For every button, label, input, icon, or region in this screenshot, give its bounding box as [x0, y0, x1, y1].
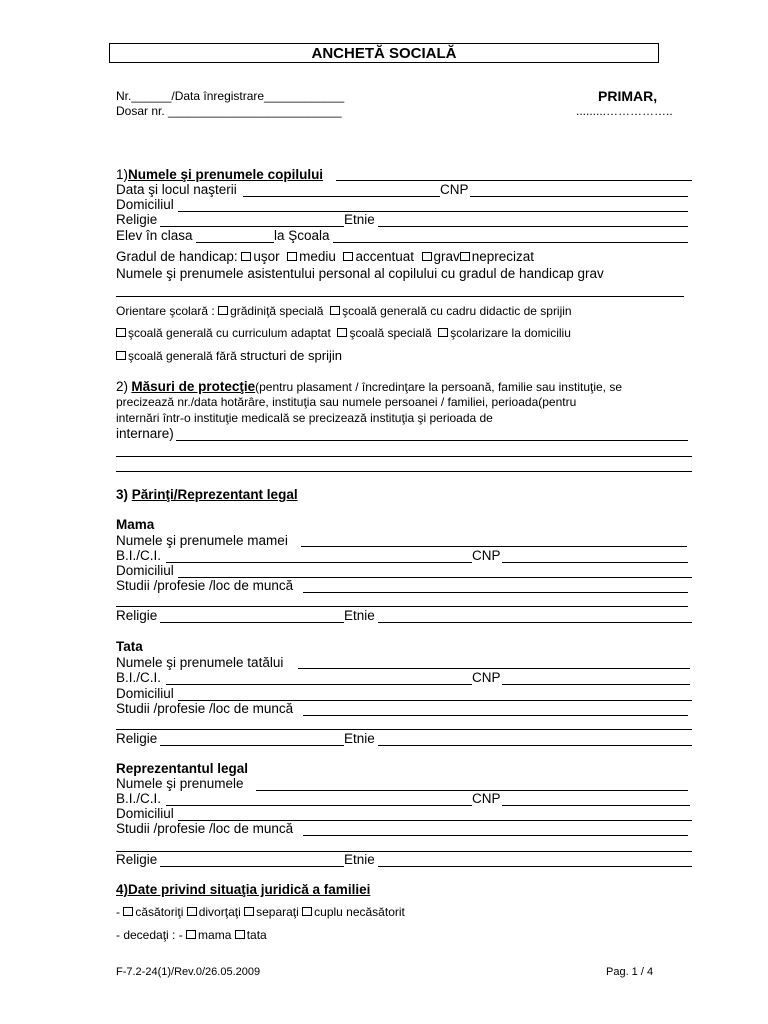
mother-cnp-label: CNP [472, 548, 501, 563]
mother-cnp-field[interactable] [502, 562, 688, 563]
father-studies-field[interactable] [303, 715, 688, 716]
father-ethnicity-field[interactable] [378, 745, 692, 746]
status-option-married[interactable]: căsătoriţi [123, 905, 183, 919]
father-studies-label: Studii /profesie /loc de muncă [116, 701, 294, 716]
legal-representative-ethnicity-label: Etnie [344, 852, 375, 867]
checkbox-icon [438, 328, 448, 337]
legal-representative-studies-field-2[interactable] [116, 851, 692, 852]
child-address-field[interactable] [178, 211, 688, 212]
checkbox-icon [123, 907, 133, 916]
child-name-field[interactable] [336, 180, 692, 181]
checkbox-icon [235, 930, 245, 939]
class-field[interactable] [196, 242, 274, 243]
school-orientation-row-3 [116, 349, 342, 363]
child-cnp-label: CNP [440, 182, 469, 197]
father-studies-field-2[interactable] [116, 729, 692, 730]
legal-representative-cnp-label: CNP [472, 791, 501, 806]
form-code: F-7.2-24(1)/Rev.0/26.05.2009 [116, 966, 261, 978]
section-3-heading [116, 487, 298, 502]
mother-heading: Mama [116, 517, 155, 532]
page-number: Pag. 1 / 4 [606, 966, 654, 978]
file-number-label: Dosar nr. __________________________ [116, 104, 342, 118]
checkbox-icon [422, 252, 432, 261]
mother-religion-label: Religie [116, 608, 158, 623]
registration-number-label: Nr.______/Data înregistrare____________ [116, 89, 345, 103]
checkbox-icon [218, 306, 228, 315]
legal-representative-name-label: Numele şi prenumele [116, 776, 244, 791]
father-heading: Tata [116, 639, 143, 654]
mother-ethnicity-field[interactable] [378, 622, 692, 623]
degree-option-mediu[interactable]: mediu [287, 249, 336, 264]
section-1-title: Numele şi prenumele copilului [128, 167, 324, 182]
degree-option-accentuat[interactable]: accentuat [343, 249, 414, 264]
mother-id-label: B.I./C.I. [116, 548, 162, 563]
checkbox-icon [241, 252, 251, 261]
section-2-line-3: internări într-o instituţie medicală se precizează instituţia şi perioada de [116, 411, 493, 425]
legal-representative-studies-label: Studii /profesie /loc de muncă [116, 821, 294, 836]
section-2-title: Măsuri de protecţie [131, 379, 256, 394]
deceased-option-mother[interactable]: mama [186, 928, 231, 942]
checkbox-icon [116, 328, 126, 337]
father-cnp-field[interactable] [502, 684, 690, 685]
legal-representative-cnp-field[interactable] [502, 805, 690, 806]
legal-representative-address-label: Domiciliul [116, 806, 174, 821]
section-3-number: 3) [116, 487, 129, 502]
deceased-option-father[interactable]: tata [235, 928, 267, 942]
child-address-label: Domiciliul [116, 197, 174, 212]
mother-studies-label: Studii /profesie /loc de muncă [116, 578, 294, 593]
section-2-line-4: internare) [116, 426, 174, 441]
section-1-number: 1) [116, 167, 129, 182]
checkbox-icon [460, 252, 470, 261]
legal-representative-id-label: B.I./C.I. [116, 791, 162, 806]
father-id-label: B.I./C.I. [116, 670, 162, 685]
mother-ethnicity-label: Etnie [344, 608, 375, 623]
father-ethnicity-label: Etnie [344, 731, 375, 746]
child-religion-label: Religie [116, 212, 158, 227]
child-cnp-field[interactable] [470, 196, 688, 197]
checkbox-icon [343, 252, 353, 261]
legal-representative-heading: Reprezentantul legal [116, 761, 249, 776]
father-address-label: Domiciliul [116, 686, 174, 701]
mayor-label: PRIMAR, [598, 88, 658, 104]
father-name-label: Numele şi prenumele tatălui [116, 655, 284, 670]
section-2-number: 2) [116, 379, 129, 394]
personal-assistant-field[interactable] [116, 296, 684, 297]
father-cnp-label: CNP [472, 670, 501, 685]
status-option-divorced[interactable]: divorţaţi [187, 905, 241, 919]
father-religion-field[interactable] [160, 745, 344, 746]
protection-measures-field-2[interactable] [116, 456, 692, 457]
school-orientation-row-2 [116, 326, 571, 340]
checkbox-icon [186, 930, 196, 939]
legal-representative-id-field[interactable] [166, 805, 472, 806]
section-4-heading: 4)Date privind situaţia juridică a familiei [116, 882, 371, 897]
mother-name-label: Numele şi prenumele mamei [116, 533, 288, 548]
checkbox-icon [302, 907, 312, 916]
mother-studies-field-2[interactable] [116, 606, 688, 607]
child-ethnicity-label: Etnie [344, 212, 375, 227]
section-2-line-2: precizează nr./data hotărâre, instituţia sau numele persoanei / familiei, perioada(pentru [116, 395, 577, 409]
protection-measures-field-1[interactable] [176, 440, 688, 441]
checkbox-icon [287, 252, 297, 261]
orientation-option-adapted-curriculum[interactable]: şcoală generală cu curriculum adaptat [116, 326, 331, 340]
mother-studies-field[interactable] [303, 592, 688, 593]
orientation-option-special-school[interactable]: şcoală specială [337, 326, 431, 340]
orientation-option-support-teacher[interactable]: şcoală generală cu cadru didactic de sprijin [330, 304, 571, 318]
mother-address-label: Domiciliul [116, 563, 174, 578]
degree-option-usor[interactable]: uşor [241, 249, 279, 264]
section-3-title: Părinţi/Reprezentant legal [131, 487, 298, 502]
child-religion-field[interactable] [160, 226, 344, 227]
school-label: la Şcoala [274, 228, 330, 243]
father-name-field[interactable] [298, 668, 690, 669]
disability-degree-label: Gradul de handicap: [116, 249, 238, 264]
class-label: Elev în clasa [116, 228, 193, 243]
legal-representative-religion-field[interactable] [160, 866, 344, 867]
page-title: ANCHETĂ SOCIALĂ [311, 45, 457, 62]
personal-assistant-label: Numele şi prenumele asistentului personal al copilului cu gradul de handicap grav [116, 266, 604, 281]
checkbox-icon [244, 907, 254, 916]
degree-option-neprecizat[interactable]: neprecizat [460, 249, 534, 264]
checkbox-icon [337, 328, 347, 337]
checkbox-icon [187, 907, 197, 916]
protection-measures-field-3[interactable] [116, 471, 692, 472]
mayor-signature-dots: .........…………….. [576, 104, 673, 118]
legal-representative-studies-field[interactable] [303, 835, 688, 836]
status-option-unmarried-couple[interactable]: cuplu necăsătorit [302, 905, 405, 919]
deceased-row: - decedaţi : - mama tata [116, 928, 267, 942]
section-1-heading [116, 167, 323, 182]
disability-degree-row [116, 249, 534, 264]
legal-representative-ethnicity-field[interactable] [378, 866, 692, 867]
mother-religion-field[interactable] [160, 622, 344, 623]
status-option-separated[interactable]: separaţi [244, 905, 299, 919]
father-id-field[interactable] [166, 684, 472, 685]
title-box [109, 43, 659, 63]
child-ethnicity-field[interactable] [378, 226, 688, 227]
school-orientation-row-1 [116, 304, 572, 318]
degree-option-grav[interactable]: grav [422, 249, 460, 264]
orientation-option-kindergarten[interactable]: grădiniţă specială [218, 304, 323, 318]
mother-id-field[interactable] [166, 562, 472, 563]
school-orientation-label: Orientare şcolară : [116, 304, 215, 318]
birth-date-place-field[interactable] [243, 196, 440, 197]
orientation-option-no-support[interactable]: şcoală generală fără structuri de sprijin [116, 349, 342, 363]
section-2-line-1: 2) Măsuri de protecţie(pentru plasament / încredinţare la persoană, familie sau instituţie, se [116, 379, 623, 394]
orientation-option-home-schooling[interactable]: şcolarizare la domiciliu [438, 326, 571, 340]
father-religion-label: Religie [116, 731, 158, 746]
school-field[interactable] [333, 242, 688, 243]
legal-representative-religion-label: Religie [116, 852, 158, 867]
mother-name-field[interactable] [301, 546, 687, 547]
marital-status-row: - căsătoriţi divorţaţi separaţi cuplu necăsătorit [116, 905, 405, 919]
checkbox-icon [116, 351, 126, 360]
birth-date-place-label: Data şi locul naşterii [116, 182, 237, 197]
checkbox-icon [330, 306, 340, 315]
